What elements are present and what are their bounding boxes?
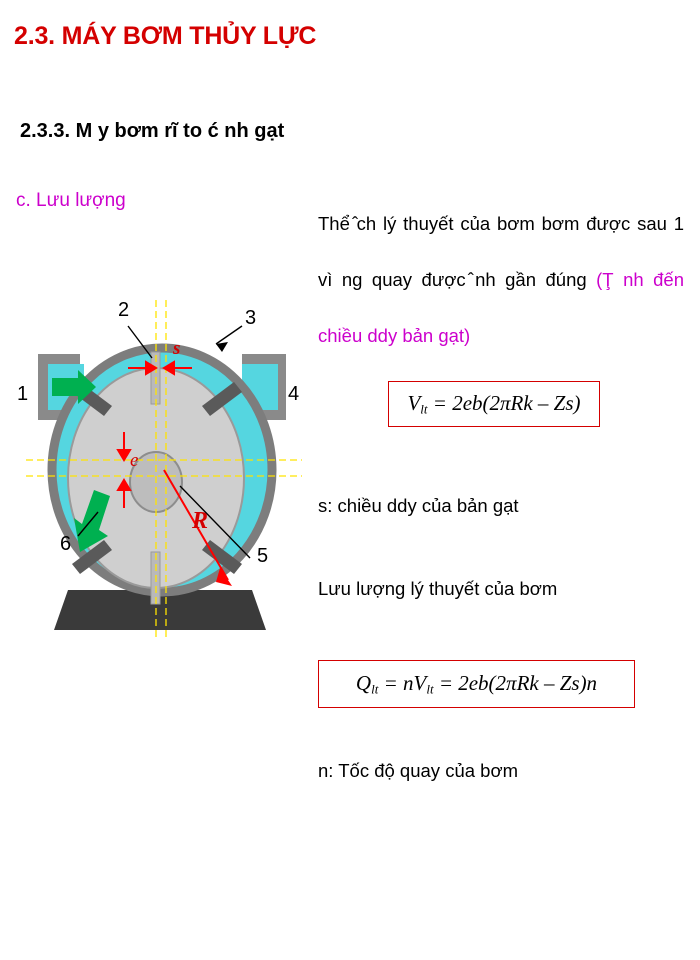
definition-n: n: Tốc độ quay của bơm bbox=[318, 760, 518, 781]
formula-flow-lhs: Q bbox=[355, 670, 372, 695]
pump-diagram-svg bbox=[20, 290, 310, 650]
definition-s: s: chiều ddy của bản gạt bbox=[318, 495, 519, 516]
theory-paragraph-highlight: (Ţ nh đến chiều ddy bản gạt) bbox=[318, 269, 684, 346]
formula-volume bbox=[407, 391, 580, 417]
dimension-label-R: R bbox=[192, 508, 209, 534]
formula-flow-mid-sub: lt bbox=[426, 681, 434, 697]
formula-flow-mid: = n bbox=[383, 670, 414, 695]
formula-flow bbox=[356, 671, 597, 697]
dimension-label-s: s bbox=[173, 338, 181, 359]
theory-paragraph-text: Thể ̂ch lý thuyết của bơm bơm được sau 1 vì ng quay được ̂nh gần đúng bbox=[318, 213, 684, 290]
leader-3 bbox=[216, 326, 242, 344]
formula-volume-lhs: V bbox=[407, 390, 421, 415]
formula-flow-sub: lt bbox=[371, 681, 379, 697]
theory-paragraph bbox=[318, 196, 684, 364]
flow-intro: Lưu lượng lý thuyết của bơm bbox=[318, 578, 558, 599]
page-title: 2.3. MÁY BƠM THỦY LỰC bbox=[14, 22, 317, 50]
formula-volume-rhs: = 2eb(2πRk – Zs) bbox=[432, 390, 581, 415]
dimension-label-e: e bbox=[130, 450, 139, 471]
subsection-label: c. Lưu lượng bbox=[16, 190, 126, 211]
formula-volume-box bbox=[388, 381, 600, 427]
section-title: 2.3.3. M y bơm rĩ to ć nh gạt bbox=[20, 120, 285, 142]
callout-4: 4 bbox=[288, 383, 300, 405]
formula-flow-rhs: = 2eb(2πRk – Zs)n bbox=[438, 670, 598, 695]
callout-2: 2 bbox=[118, 299, 130, 321]
callout-3: 3 bbox=[245, 307, 257, 329]
formula-flow-box bbox=[318, 660, 635, 708]
pump-diagram bbox=[17, 290, 310, 650]
callout-1: 1 bbox=[17, 383, 29, 405]
formula-flow-mid-var: V bbox=[413, 670, 427, 695]
callout-6: 6 bbox=[60, 533, 72, 555]
callout-5: 5 bbox=[257, 545, 269, 567]
formula-volume-sub: lt bbox=[420, 401, 428, 417]
